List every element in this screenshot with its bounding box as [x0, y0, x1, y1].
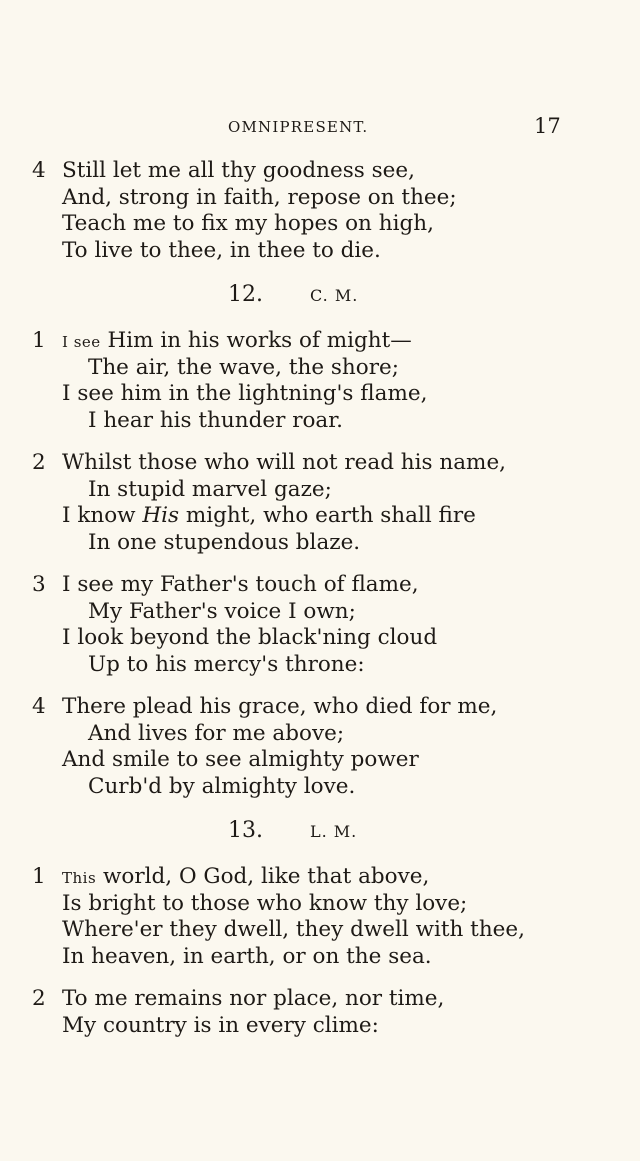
hymn-12-stanza-2: [30, 450, 610, 556]
verse-line: 1 I see Him in his works of might—: [32, 328, 412, 353]
hymn-12-stanza-4: [30, 694, 610, 800]
stanza-number: 4: [32, 694, 46, 719]
hymn-13-stanza-2: [30, 986, 610, 1039]
verse-line: Curb'd by almighty love.: [88, 773, 356, 799]
small-caps-opening: I see: [62, 333, 101, 351]
hymn-number: 13.: [228, 818, 263, 843]
hymn-meter: C. M.: [310, 286, 359, 305]
verse-line: In stupid marvel gaze;: [88, 476, 332, 502]
verse-line: Where'er they dwell, they dwell with thee,: [62, 917, 525, 942]
verse-line: I see him in the lightning's flame,: [62, 381, 428, 406]
verse-line: To live to thee, in thee to die.: [62, 237, 381, 263]
hymn-heading-12: [30, 282, 610, 312]
running-title: OMNIPRESENT.: [228, 118, 369, 136]
verse-line: 1 This world, O God, like that above,: [32, 864, 430, 889]
hymn-12-stanza-1: [30, 328, 610, 434]
stanza-number: 2: [32, 986, 46, 1011]
verse-line: 4 There plead his grace, who died for me,: [32, 694, 498, 719]
hymn-text: [30, 158, 610, 1055]
stanza-number: 1: [32, 328, 46, 353]
verse-line: The air, the wave, the shore;: [88, 354, 399, 380]
stanza-number: 2: [32, 450, 46, 475]
hymn-12-stanza-3: [30, 572, 610, 678]
verse-line: My Father's voice I own;: [88, 598, 356, 624]
verse-line: 4 Still let me all thy goodness see,: [32, 158, 415, 183]
verse-line: In one stupendous blaze.: [88, 529, 361, 555]
hymn-heading-13: [30, 818, 610, 848]
verse-line: And, strong in faith, repose on thee;: [62, 184, 457, 210]
italic-emphasis: His: [142, 503, 180, 528]
small-caps-opening: This: [62, 869, 97, 887]
verse-line: 2 To me remains nor place, nor time,: [32, 986, 445, 1011]
verse-line: My country is in every clime:: [62, 1012, 379, 1038]
stanza-continued-4: [30, 158, 610, 264]
stanza-number: 1: [32, 864, 46, 889]
verse-line: Teach me to fix my hopes on high,: [62, 211, 434, 236]
verse-line: 2 Whilst those who will not read his name,: [32, 450, 507, 475]
verse-line: Is bright to those who know thy love;: [62, 890, 468, 916]
verse-line: I know His might, who earth shall fire: [62, 503, 476, 528]
verse-line: 3 I see my Father's touch of flame,: [32, 572, 419, 597]
stanza-number: 3: [32, 572, 46, 597]
hymn-13-stanza-1: [30, 864, 610, 970]
verse-line: And lives for me above;: [88, 720, 345, 746]
verse-line: I look beyond the black'ning cloud: [62, 625, 438, 650]
hymn-number: 12.: [228, 282, 263, 307]
verse-line: In heaven, in earth, or on the sea.: [62, 943, 432, 969]
hymn-meter: L. M.: [310, 822, 358, 841]
verse-line: And smile to see almighty power: [62, 747, 419, 772]
verse-line: Up to his mercy's throne:: [88, 651, 365, 677]
page-number: 17: [534, 114, 561, 138]
running-head: [0, 116, 640, 140]
verse-line: I hear his thunder roar.: [88, 407, 343, 433]
stanza-number: 4: [32, 158, 46, 183]
